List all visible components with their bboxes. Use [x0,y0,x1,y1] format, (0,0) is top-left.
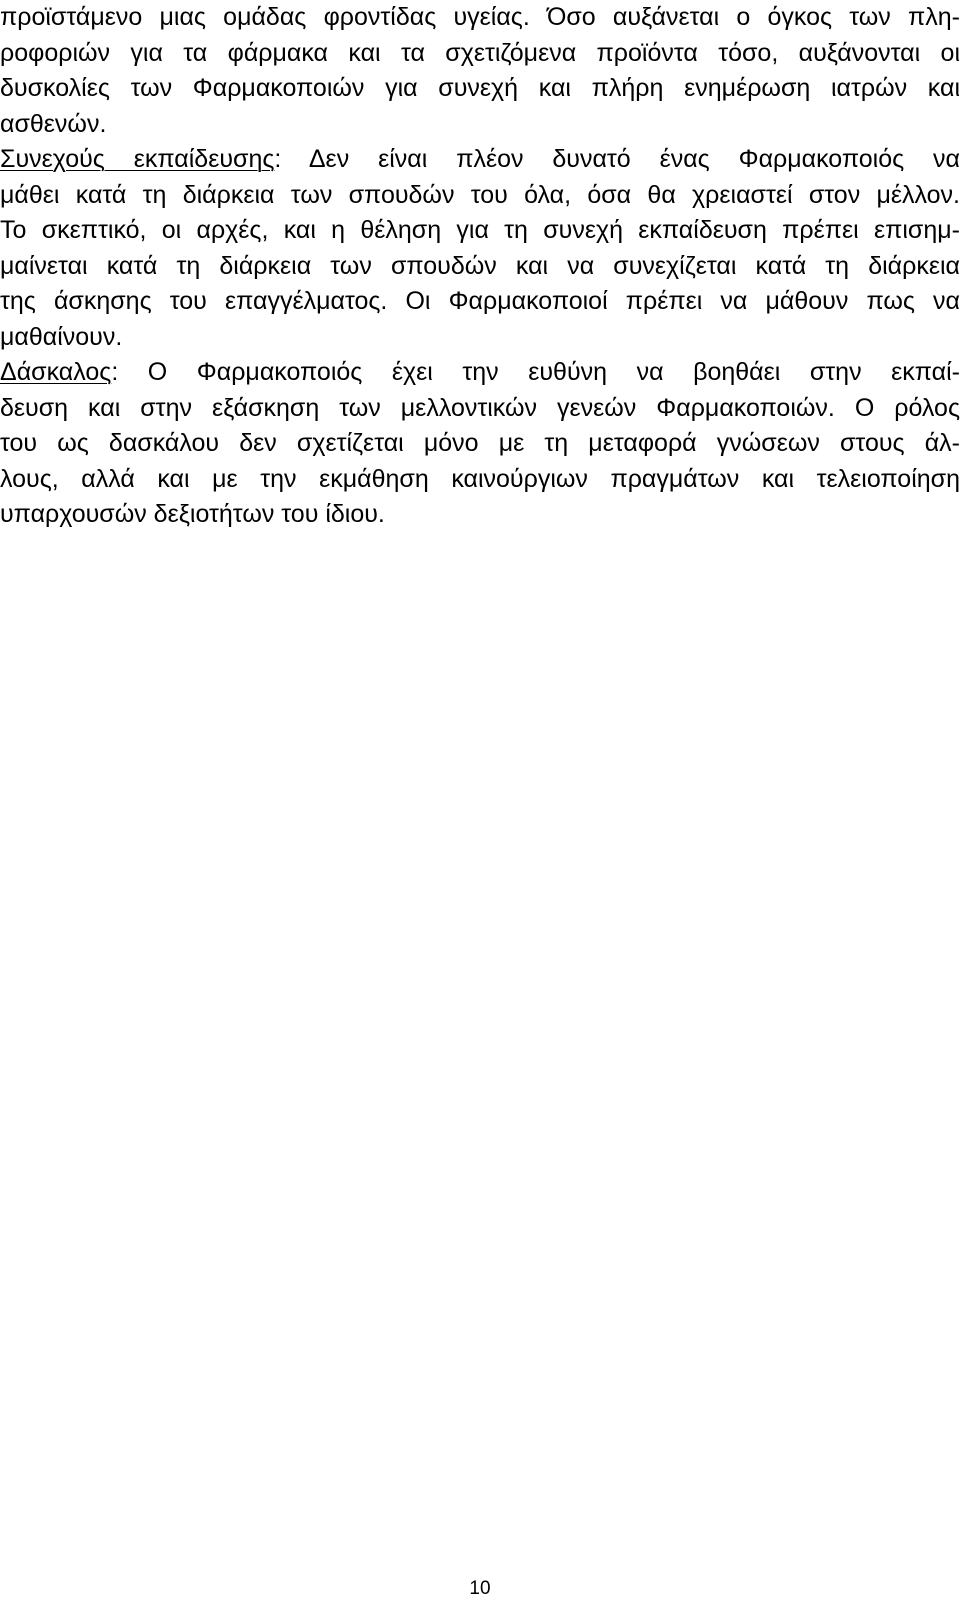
text-fragment: : Ο Φαρμακοποιός έχει την ευθύνη να βοηθάει στην εκπαί- [111,358,960,386]
text-line: Το σκεπτικό, οι αρχές, και η θέληση για τη συνεχή εκπαίδευση πρέπει επισημ- [0,216,960,244]
text-line: λους, αλλά και με την εκμάθηση καινούργιων πραγμάτων και τελειοποίηση [0,464,960,493]
term-teacher: Δάσκαλος [0,358,112,386]
section-line-teacher [0,355,960,391]
term-continuing-education: Συνεχούς εκπαίδευσης [0,145,275,173]
document-body [0,0,960,533]
text-line: του ως δασκάλου δεν σχετίζεται μόνο με τη μεταφορά γνώσεων στους άλ- [0,429,960,457]
text-line: μαθαίνουν. [0,322,123,351]
text-fragment: : Δεν είναι πλέον δυνατό ένας Φαρμακοποιός να [274,145,960,173]
text-line: υπαρχουσών δεξιοτήτων του ίδιου. [0,500,385,528]
text-line: ροφοριών για τα φάρμακα και τα σχετιζόμενα προϊόντα τόσο, αυξάνονται οι [0,38,960,67]
section-line-continuing-education [0,142,960,178]
page-number: 10 [469,1578,491,1599]
text-line: δυσκολίες των Φαρμακοποιών για συνεχή και πλήρη ενημέρωση ιατρών και [0,74,960,102]
text-line: μάθει κατά τη διάρκεια των σπουδών του όλα, όσα θα χρειαστεί στον μέλλον. [0,180,960,209]
text-line: ασθενών. [0,109,107,138]
text-line: της άσκησης του επαγγέλματος. Οι Φαρμακοποιοί πρέπει να μάθουν πως να [0,287,960,315]
text-line: προϊστάμενο μιας ομάδας φροντίδας υγείας. Όσο αυξάνεται ο όγκος των πλη- [0,3,960,31]
text-line: δευση και στην εξάσκηση των μελλοντικών γενεών Φαρμακοποιών. Ο ρόλος [0,393,960,422]
text-line: μαίνεται κατά τη διάρκεια των σπουδών και να συνεχίζεται κατά τη διάρκεια [0,251,960,280]
